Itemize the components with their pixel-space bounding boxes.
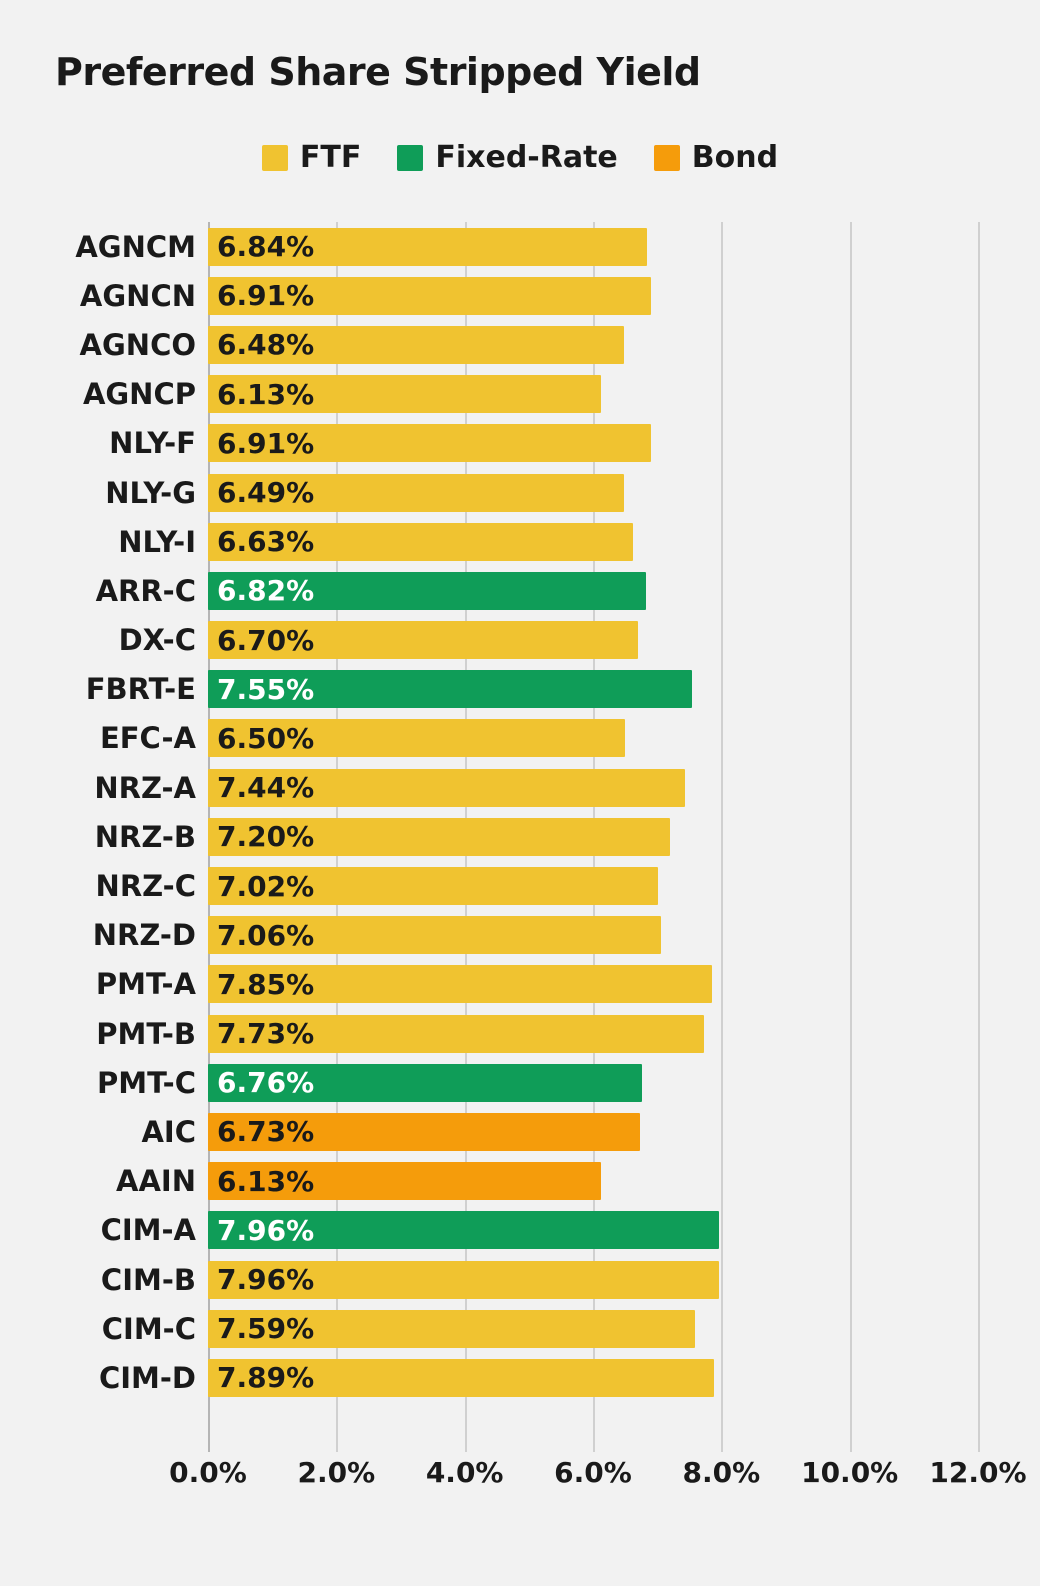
bar[interactable] — [208, 1359, 714, 1397]
bar-value-label: 7.96% — [217, 1213, 315, 1247]
category-label: PMT-A — [95, 967, 196, 1002]
category-label: NRZ-B — [94, 819, 196, 854]
x-axis-tick-label: 0.0% — [169, 1456, 247, 1489]
category-label: CIM-B — [100, 1262, 196, 1297]
category-label: CIM-C — [101, 1311, 196, 1346]
bar[interactable] — [208, 326, 624, 364]
bar[interactable] — [208, 424, 651, 462]
gridline — [978, 222, 980, 1452]
bar-value-label: 6.63% — [217, 525, 315, 559]
plot-area — [75, 222, 978, 1452]
category-label: AGNCO — [79, 327, 196, 362]
bar-value-label: 6.13% — [217, 1164, 315, 1198]
bar-row — [116, 1157, 978, 1206]
bar-value-label: 7.06% — [217, 918, 315, 952]
legend-swatch-icon — [262, 145, 288, 171]
bar-row — [118, 517, 978, 566]
legend-item[interactable] — [654, 140, 778, 175]
category-label: AGNCM — [75, 229, 196, 264]
bar-value-label: 7.20% — [217, 820, 315, 854]
bar[interactable] — [208, 1113, 640, 1151]
bar[interactable] — [208, 916, 661, 954]
bar-row — [101, 1304, 978, 1353]
category-label: CIM-A — [100, 1213, 196, 1248]
bar-value-label: 7.44% — [217, 771, 315, 805]
category-label: NRZ-A — [94, 770, 196, 805]
x-axis-tick-label: 12.0% — [929, 1456, 1027, 1489]
bar[interactable] — [208, 818, 670, 856]
bar-value-label: 6.50% — [217, 721, 315, 755]
bar-row — [100, 1255, 978, 1304]
bar-row — [99, 714, 978, 763]
bar[interactable] — [208, 1261, 719, 1299]
chart-title: Preferred Share Stripped Yield — [55, 50, 701, 94]
bar-value-label: 6.82% — [217, 574, 315, 608]
bar[interactable] — [208, 769, 685, 807]
x-axis-tick-label: 4.0% — [425, 1456, 504, 1489]
bar-row — [85, 665, 978, 714]
bar-value-label: 6.91% — [217, 279, 315, 313]
x-axis-tick-label: 2.0% — [297, 1456, 376, 1489]
bar[interactable] — [208, 621, 638, 659]
bar-row — [109, 419, 978, 468]
bar[interactable] — [208, 965, 712, 1003]
x-axis-tick-label: 10.0% — [801, 1456, 899, 1489]
category-label: EFC-A — [99, 721, 196, 756]
bar-value-label: 7.59% — [217, 1312, 315, 1346]
bar-value-label: 6.13% — [217, 377, 315, 411]
category-label: AIC — [141, 1114, 196, 1149]
category-label: CIM-D — [98, 1360, 196, 1395]
bar-rows — [75, 222, 978, 1452]
category-label: NLY-F — [109, 426, 196, 461]
bar-row — [92, 911, 978, 960]
legend-label: FTF — [299, 140, 362, 175]
bar-value-label: 6.70% — [217, 623, 315, 657]
bar-row — [95, 566, 978, 615]
bar[interactable] — [208, 1162, 601, 1200]
bar[interactable] — [208, 670, 692, 708]
category-label: NLY-I — [118, 524, 196, 559]
bar[interactable] — [208, 1064, 642, 1102]
bar-value-label: 6.48% — [217, 328, 315, 362]
bar[interactable] — [208, 228, 647, 266]
legend-label: Fixed-Rate — [435, 140, 618, 175]
bar[interactable] — [208, 1211, 719, 1249]
bar[interactable] — [208, 375, 601, 413]
category-label: AGNCN — [79, 278, 196, 313]
bar[interactable] — [208, 523, 633, 561]
bar[interactable] — [208, 719, 625, 757]
bar-row — [82, 370, 978, 419]
bar-row — [94, 812, 978, 861]
bar-row — [97, 1058, 978, 1107]
category-label: NRZ-D — [92, 918, 196, 953]
bar-row — [79, 271, 978, 320]
bar-row — [118, 616, 978, 665]
bar-row — [105, 468, 978, 517]
bar-value-label: 7.89% — [217, 1361, 315, 1395]
bar-value-label: 7.96% — [217, 1263, 315, 1297]
x-axis-tick-label: 8.0% — [682, 1456, 761, 1489]
category-label: DX-C — [118, 623, 196, 658]
bar-row — [96, 1009, 978, 1058]
category-label: AAIN — [116, 1164, 196, 1199]
legend-item[interactable] — [262, 140, 361, 175]
x-axis-tick-label: 6.0% — [554, 1456, 632, 1489]
category-label: NLY-G — [105, 475, 196, 510]
category-label: ARR-C — [95, 573, 196, 608]
bar[interactable] — [208, 1015, 704, 1053]
legend-swatch-icon — [654, 145, 680, 171]
bar-row — [79, 320, 978, 369]
chart-legend — [0, 140, 1040, 175]
bar[interactable] — [208, 474, 624, 512]
category-label: NRZ-C — [95, 869, 196, 904]
bar-row — [100, 1206, 978, 1255]
bar[interactable] — [208, 572, 646, 610]
bar-value-label: 6.84% — [217, 230, 315, 264]
bar[interactable] — [208, 277, 651, 315]
legend-item[interactable] — [397, 140, 617, 175]
category-label: AGNCP — [82, 377, 196, 412]
bar-value-label: 6.91% — [217, 426, 315, 460]
legend-swatch-icon — [397, 145, 423, 171]
bar-value-label: 7.85% — [217, 967, 315, 1001]
bar-row — [98, 1353, 978, 1402]
bar-row — [94, 763, 978, 812]
legend-label: Bond — [691, 140, 779, 175]
bar-value-label: 6.49% — [217, 476, 315, 510]
bar-value-label: 7.02% — [217, 869, 315, 903]
bar-row — [141, 1107, 978, 1156]
bar-row — [95, 960, 978, 1009]
bar-value-label: 7.55% — [217, 672, 315, 706]
bar[interactable] — [208, 1310, 695, 1348]
category-label: FBRT-E — [85, 672, 196, 707]
bar-value-label: 6.73% — [217, 1115, 315, 1149]
category-label: PMT-B — [96, 1016, 196, 1051]
category-label: PMT-C — [97, 1065, 196, 1100]
x-axis — [169, 1456, 1027, 1506]
bar-row — [95, 861, 978, 910]
bar-row — [75, 222, 978, 271]
bar-value-label: 7.73% — [217, 1017, 315, 1051]
bar[interactable] — [208, 867, 658, 905]
bar-value-label: 6.76% — [217, 1066, 315, 1100]
